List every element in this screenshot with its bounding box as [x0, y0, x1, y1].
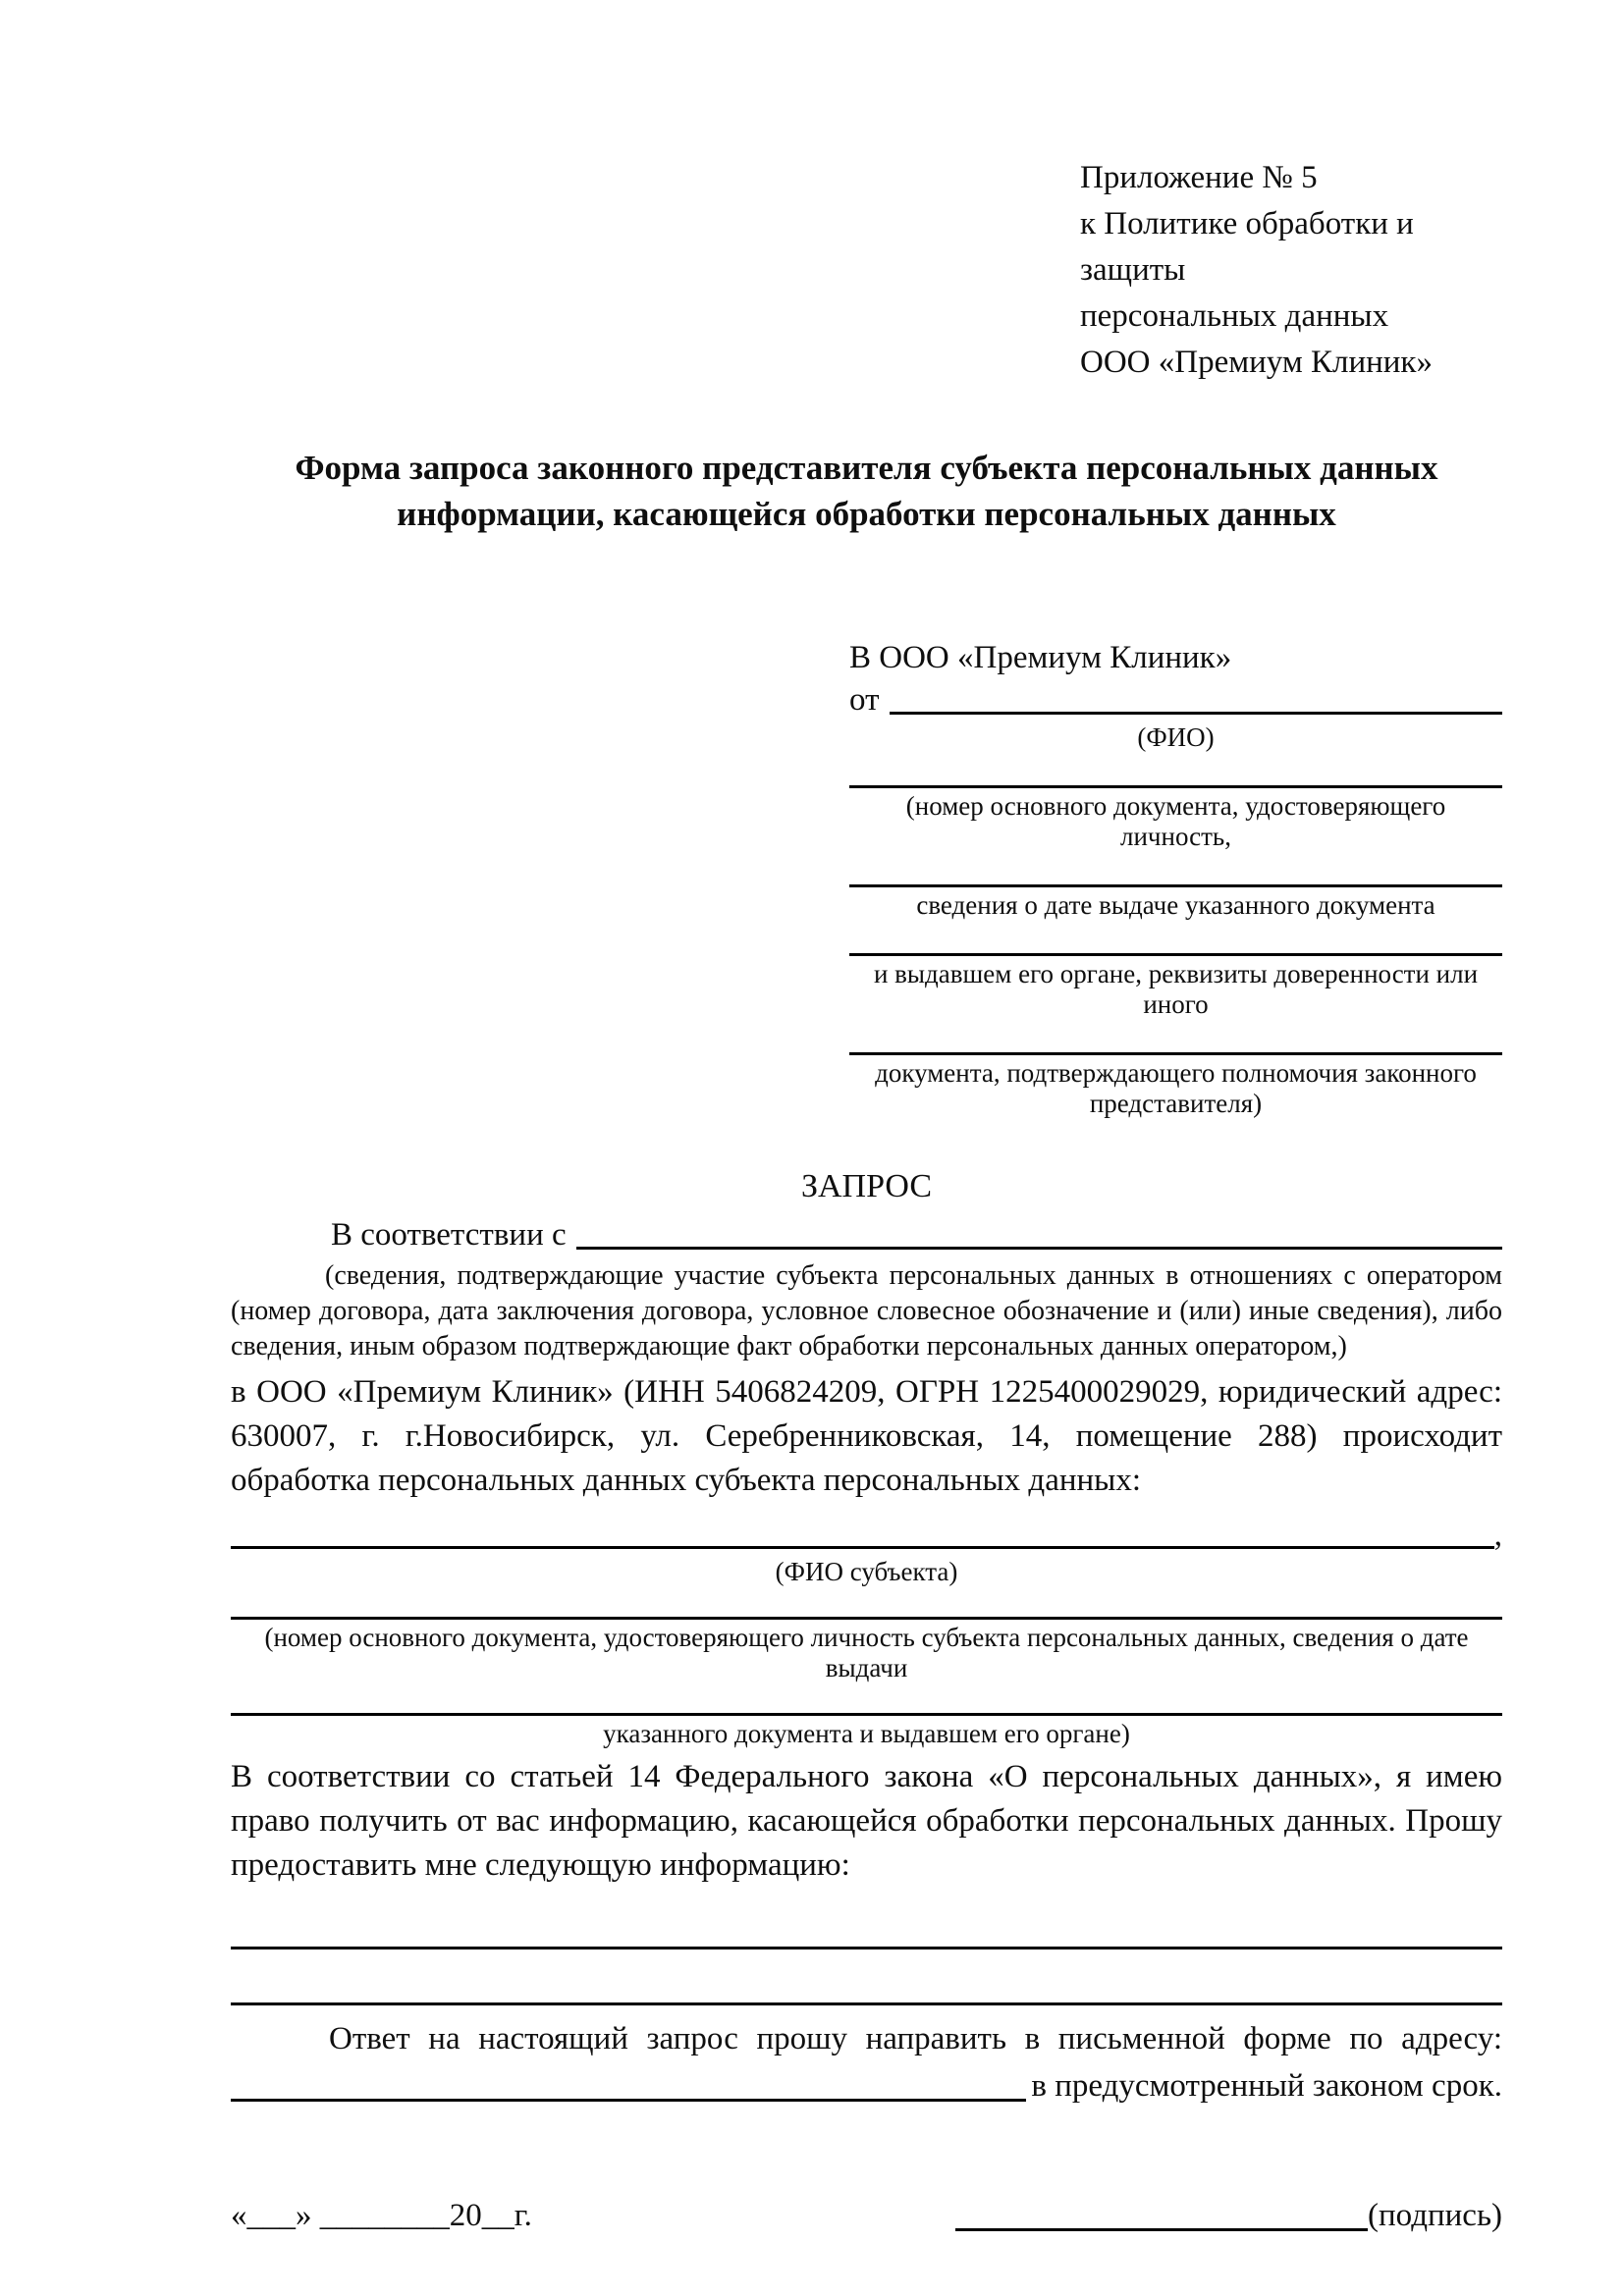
fill-line: [849, 1052, 1502, 1055]
subject-fio-line-row: [231, 1517, 1502, 1554]
subject-trailing-comma: ,: [1493, 1518, 1502, 1553]
addressee-block: [849, 635, 1502, 1119]
accordance-label: В соответствии с: [331, 1217, 567, 1253]
subject-fio-caption: (ФИО субъекта): [775, 1557, 958, 1586]
from-label: от: [849, 682, 880, 718]
accordance-line-row: [231, 1215, 1502, 1255]
document-title-line-2: информации, касающейся обработки персональных данных: [397, 495, 1336, 533]
fill-line: [849, 785, 1502, 788]
signature-caption: (подпись): [1368, 2198, 1502, 2233]
from-fill-line: [890, 712, 1503, 715]
subject-doc-unit-2: [231, 1713, 1502, 1749]
representative-doc-unit-1: [849, 785, 1502, 852]
fio-caption: (ФИО): [1137, 722, 1215, 752]
operator-paragraph: в ООО «Премиум Клиник» (ИНН 5406824209, ОГРН 1225400029029, юридический адрес: 630007, г. г.Новосибирск, ул. Серебренниковская, 14, помещение 288) происходит обработка персональных данных субъекта персональных данных:: [231, 1374, 1502, 1498]
addressee-organization: В ООО «Премиум Клиник»: [849, 640, 1232, 675]
fill-line: [849, 884, 1502, 887]
fill-line-caption: (номер основного документа, удостоверяющего личность,: [905, 791, 1446, 851]
accordance-caption: (сведения, подтверждающие участие субъекта персональных данных в отношениях с оператором (номер договора, дата заключения договора, условное словесное обозначение и (или) иные сведения), либо сведения, иным образом подтверждающие факт обработки персональных данных оператором,): [231, 1260, 1502, 1362]
date-placeholder: «___» ________20__г.: [231, 2198, 532, 2233]
information-fill-line-2: [231, 2002, 1502, 2005]
information-fill-line-1: [231, 1947, 1502, 1949]
appendix-block: [1080, 155, 1502, 386]
signature-block: [955, 2195, 1502, 2236]
address-fill-line: [231, 2099, 1026, 2102]
subject-fio-fill-line: [231, 1546, 1494, 1549]
representative-doc-unit-3: [849, 953, 1502, 1020]
document-title-line-1: Форма запроса законного представителя субъекта персональных данных: [295, 449, 1438, 487]
representative-doc-unit-4: [849, 1052, 1502, 1119]
address-line-row: [231, 2065, 1502, 2107]
subject-doc-unit-1: [231, 1617, 1502, 1683]
fill-line: [231, 1617, 1502, 1620]
fill-line-caption: сведения о дате выдаче указанного документа: [916, 890, 1435, 920]
subject-doc-caption-2: указанного документа и выдавшем его органе): [603, 1719, 1130, 1748]
date-signature-row: [231, 2195, 1502, 2236]
accordance-fill-line: [576, 1247, 1502, 1250]
document-title: [231, 445, 1502, 537]
representative-doc-unit-2: [849, 884, 1502, 921]
appendix-line-2: к Политике обработки и защиты: [1080, 206, 1414, 288]
fill-line-caption: и выдавшем его органе, реквизиты доверенности или иного: [873, 959, 1479, 1019]
subject-doc-caption-1: (номер основного документа, удостоверяющего личность субъекта персональных данных, сведения о дате выдачи: [264, 1623, 1469, 1682]
law-paragraph: В соответствии со статьей 14 Федерального закона «О персональных данных», я имею право получить от вас информацию, касающейся обработки персональных данных. Прошу предоставить мне следующую информацию:: [231, 1759, 1502, 1883]
fill-line: [849, 953, 1502, 956]
fill-line: [231, 1713, 1502, 1716]
request-heading: ЗАПРОС: [800, 1168, 933, 1204]
appendix-line-3: персональных данных: [1080, 298, 1389, 334]
answer-request-line: Ответ на настоящий запрос прошу направить в письменной форме по адресу:: [329, 2021, 1502, 2056]
fill-line-caption: документа, подтверждающего полномочия законного представителя): [875, 1058, 1477, 1118]
appendix-line-1: Приложение № 5: [1080, 160, 1318, 195]
appendix-line-4: ООО «Премиум Клиник»: [1080, 345, 1433, 380]
answer-tail-text: в предусмотренный законом срок.: [1031, 2068, 1502, 2104]
from-line-row: [849, 680, 1502, 720]
signature-fill-line: [955, 2228, 1368, 2231]
